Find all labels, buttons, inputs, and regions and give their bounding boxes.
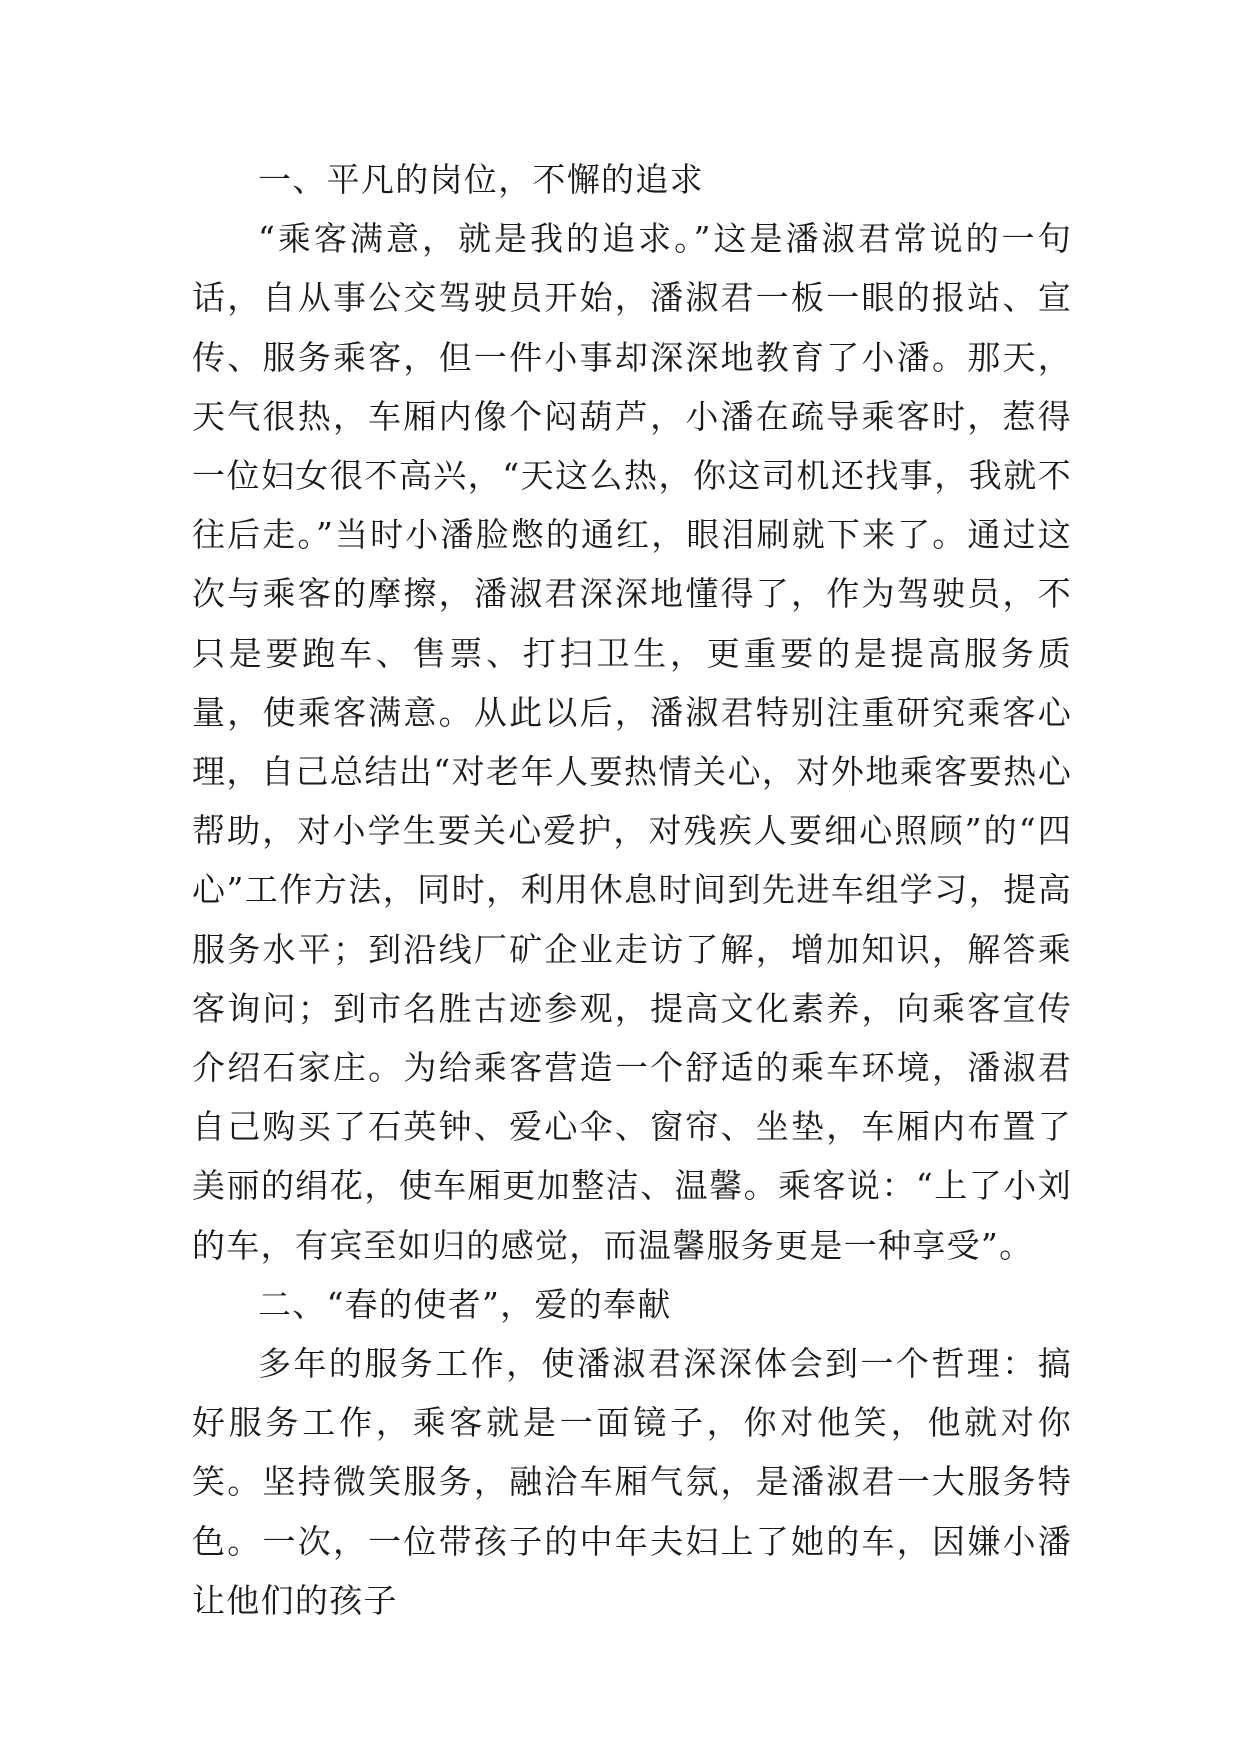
document-body xyxy=(192,150,1072,1630)
paragraph-2: 多年的服务工作，使潘淑君深深体会到一个哲理：搞好服务工作，乘客就是一面镜子，你对他笑，他就对你笑。坚持微笑服务，融洽车厢气氛，是潘淑君一大服务特色。一次，一位带孩子的中年夫妇上了她的车，因嫌小潘让他们的孩子 xyxy=(192,1344,1072,1620)
section-heading-1: 一、平凡的岗位，不懈的追求 xyxy=(258,160,704,199)
paragraph-1: “乘客满意，就是我的追求。”这是潘淑君常说的一句话，自从事公交驾驶员开始，潘淑君一板一眼的报站、宣传、服务乘客，但一件小事却深深地教育了小潘。那天，天气很热，车厢内像个闷葫芦，小潘在疏导乘客时，惹得一位妇女很不高兴，“天这么热，你这司机还找事，我就不往后走。”当时小潘脸憋的通红，眼泪刷就下来了。通过这次与乘客的摩擦，潘淑君深深地懂得了，作为驾驶员，不只是要跑车、售票、打扫卫生，更重要的是提高服务质量，使乘客满意。从此以后，潘淑君特别注重研究乘客心理，自己总结出“对老年人要热情关心，对外地乘客要热心帮助，对小学生要关心爱护，对残疾人要细心照顾”的“四心”工作方法，同时，利用休息时间到先进车组学习，提高服务水平；到沿线厂矿企业走访了解，增加知识，解答乘客询问；到市名胜古迹参观，提高文化素养，向乘客宣传介绍石家庄。为给乘客营造一个舒适的乘车环境，潘淑君自己购买了石英钟、爱心伞、窗帘、坐垫，车厢内布置了美丽的绢花，使车厢更加整洁、温馨。乘客说：“上了小刘的车，有宾至如归的感觉，而温馨服务更是一种享受”。 xyxy=(192,219,1072,1265)
section-heading-2: 二、“春的使者”，爱的奉献 xyxy=(258,1284,672,1324)
